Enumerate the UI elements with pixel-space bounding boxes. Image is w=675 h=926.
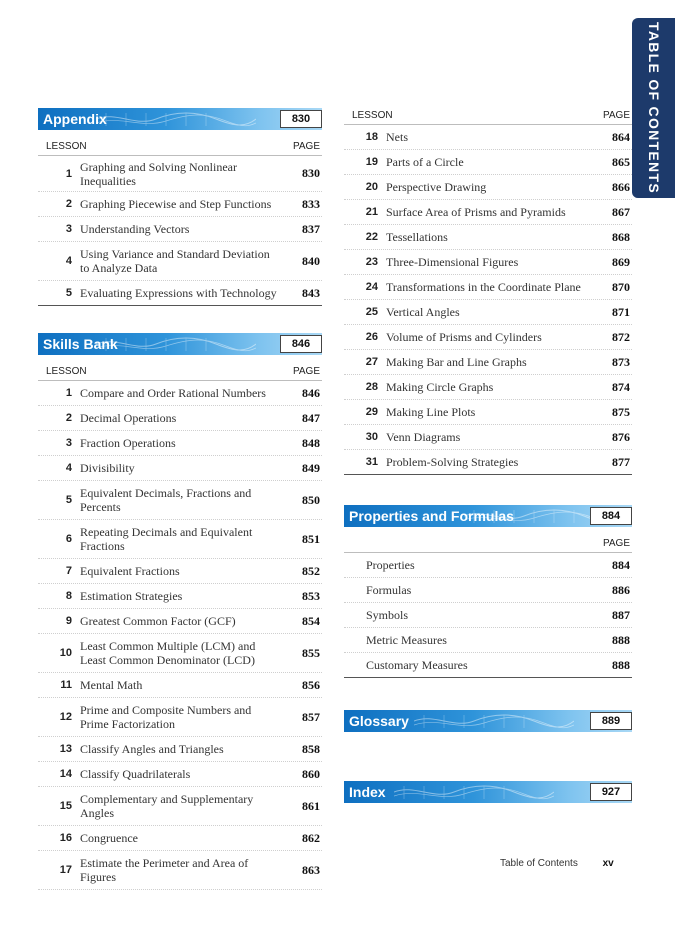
- page-number: 873: [612, 354, 630, 369]
- section-title: Properties: [366, 558, 415, 572]
- lesson-number: 7: [65, 565, 72, 577]
- footer-label: Table of Contents: [500, 858, 578, 869]
- left-column: [38, 108, 322, 890]
- side-tab-label: TABLE OF CONTENTS: [646, 22, 662, 194]
- side-tab: [632, 18, 675, 198]
- page-number: 857: [302, 709, 320, 724]
- lesson-number: 15: [59, 800, 72, 812]
- index-page-badge: 927: [590, 783, 632, 801]
- lesson-title: Greatest Common Factor (GCF): [80, 614, 236, 628]
- column-header-page: PAGE: [602, 538, 630, 549]
- page-number: 871: [612, 304, 630, 319]
- page-number: 884: [612, 557, 630, 572]
- section-title: Symbols: [366, 608, 409, 622]
- list-item[interactable]: [344, 628, 632, 653]
- page-number: 867: [612, 204, 630, 219]
- lesson-number: 24: [365, 281, 378, 293]
- index-title: Index: [349, 784, 386, 800]
- page-number: 855: [302, 645, 320, 660]
- page-number: 877: [612, 454, 630, 469]
- properties-list: [344, 553, 632, 678]
- page-number: 854: [302, 613, 320, 628]
- page-number: 849: [302, 460, 320, 475]
- list-item[interactable]: [38, 481, 322, 520]
- lesson-title: Equivalent Fractions: [80, 564, 180, 578]
- list-item[interactable]: [344, 225, 632, 250]
- column-header-page: PAGE: [292, 141, 320, 152]
- lesson-number: 16: [59, 832, 72, 844]
- page-number: 862: [302, 830, 320, 845]
- lesson-title: Estimation Strategies: [80, 589, 183, 603]
- lesson-number: 17: [59, 864, 72, 876]
- page-number: 850: [302, 492, 320, 507]
- lesson-title: Transformations in the Coordinate Plane: [386, 280, 581, 294]
- lesson-number: 5: [65, 287, 72, 299]
- lesson-number: 5: [65, 494, 72, 506]
- page-number: 860: [302, 766, 320, 781]
- lesson-number: 26: [365, 331, 378, 343]
- right-column: [344, 108, 632, 803]
- lesson-title: Compare and Order Rational Numbers: [80, 386, 266, 400]
- lesson-title: Perspective Drawing: [386, 180, 487, 194]
- lesson-title: Graphing and Solving Nonlinear Inequalities: [80, 159, 237, 188]
- lesson-title: Least Common Multiple (LCM) and Least Common Denominator (LCD): [80, 639, 256, 667]
- banner-texture-icon: [394, 784, 554, 801]
- lesson-title: Using Variance and Standard Deviation to Analyze Data: [80, 247, 270, 275]
- page-number: 863: [302, 862, 320, 877]
- appendix-table-header: [38, 139, 322, 156]
- page-number: 861: [302, 798, 320, 813]
- properties-page-badge: 884: [590, 507, 632, 525]
- section-title: Customary Measures: [366, 658, 468, 672]
- list-item[interactable]: [344, 275, 632, 300]
- page-number: 840: [302, 253, 320, 268]
- list-item[interactable]: [38, 281, 322, 306]
- list-item[interactable]: [344, 653, 632, 678]
- page-number: 852: [302, 563, 320, 578]
- list-item[interactable]: [344, 375, 632, 400]
- footer-page-number: xv: [602, 858, 614, 869]
- list-item[interactable]: [344, 603, 632, 628]
- list-item[interactable]: [38, 787, 322, 826]
- properties-title: Properties and Formulas: [349, 508, 514, 524]
- appendix-title: Appendix: [43, 111, 107, 127]
- list-item[interactable]: [38, 381, 322, 406]
- page-number: 858: [302, 741, 320, 756]
- list-item[interactable]: [38, 520, 322, 559]
- page-number: 872: [612, 329, 630, 344]
- list-item[interactable]: [344, 400, 632, 425]
- lesson-title: Divisibility: [80, 461, 135, 475]
- page-number: 848: [302, 435, 320, 450]
- page-number: 853: [302, 588, 320, 603]
- skills-bank-list: [38, 381, 322, 890]
- page-number: 847: [302, 410, 320, 425]
- properties-table-header: [344, 536, 632, 553]
- lesson-number: 23: [365, 256, 378, 268]
- lesson-title: Making Bar and Line Graphs: [386, 355, 527, 369]
- lesson-title: Parts of a Circle: [386, 155, 464, 169]
- banner-texture-icon: [96, 111, 256, 128]
- list-item[interactable]: [38, 242, 322, 281]
- list-item[interactable]: [38, 431, 322, 456]
- lesson-title: Venn Diagrams: [386, 430, 461, 444]
- lesson-title: Estimate the Perimeter and Area of Figures: [80, 856, 249, 884]
- lesson-title: Understanding Vectors: [80, 222, 190, 236]
- list-item[interactable]: [38, 737, 322, 762]
- lesson-number: 18: [365, 131, 378, 143]
- skills-bank-continued-header: [344, 108, 632, 125]
- page-number: 868: [612, 229, 630, 244]
- lesson-title: Making Circle Graphs: [386, 380, 494, 394]
- list-item[interactable]: [344, 175, 632, 200]
- list-item[interactable]: [38, 826, 322, 851]
- page-number: 851: [302, 531, 320, 546]
- skills-bank-table-header: [38, 364, 322, 381]
- list-item[interactable]: [38, 634, 322, 673]
- properties-banner[interactable]: [344, 505, 632, 527]
- lesson-title: Equivalent Decimals, Fractions and Percents: [80, 486, 252, 514]
- list-item[interactable]: [344, 200, 632, 225]
- lesson-title: Evaluating Expressions with Technology: [80, 286, 277, 300]
- column-header-lesson: LESSON: [46, 141, 87, 152]
- list-item[interactable]: [38, 559, 322, 584]
- lesson-number: 2: [65, 412, 72, 424]
- appendix-banner[interactable]: [38, 108, 322, 130]
- lesson-number: 25: [365, 306, 378, 318]
- lesson-title: Mental Math: [80, 678, 143, 692]
- lesson-number: 1: [65, 387, 72, 399]
- page-number: 843: [302, 285, 320, 300]
- list-item[interactable]: [38, 156, 322, 192]
- list-item[interactable]: [38, 762, 322, 787]
- skills-bank-page-badge: 846: [280, 335, 322, 353]
- list-item[interactable]: [38, 192, 322, 217]
- skills-bank-banner[interactable]: [38, 333, 322, 355]
- lesson-number: 20: [365, 181, 378, 193]
- banner-texture-icon: [414, 713, 574, 730]
- lesson-number: 22: [365, 231, 378, 243]
- lesson-number: 11: [60, 679, 72, 691]
- lesson-title: Classify Quadrilaterals: [80, 767, 191, 781]
- lesson-number: 21: [365, 206, 378, 218]
- lesson-title: Decimal Operations: [80, 411, 177, 425]
- glossary-title: Glossary: [349, 713, 409, 729]
- lesson-title: Congruence: [80, 831, 138, 845]
- lesson-title: Surface Area of Prisms and Pyramids: [386, 205, 566, 219]
- lesson-title: Classify Angles and Triangles: [80, 742, 224, 756]
- page-number: 866: [612, 179, 630, 194]
- lesson-title: Prime and Composite Numbers and Prime Factorization: [80, 703, 252, 731]
- column-header-page: PAGE: [292, 366, 320, 377]
- lesson-title: Nets: [386, 130, 408, 144]
- lesson-number: 30: [365, 431, 378, 443]
- page-number: 856: [302, 677, 320, 692]
- lesson-title: Volume of Prisms and Cylinders: [386, 330, 542, 344]
- list-item[interactable]: [344, 450, 632, 475]
- page-number: 887: [612, 607, 630, 622]
- lesson-number: 3: [65, 437, 72, 449]
- lesson-title: Repeating Decimals and Equivalent Fractions: [80, 525, 253, 553]
- page-number: 864: [612, 129, 630, 144]
- section-title: Metric Measures: [366, 633, 447, 647]
- skills-bank-title: Skills Bank: [43, 336, 118, 352]
- lesson-number: 31: [365, 456, 378, 468]
- list-item[interactable]: [344, 150, 632, 175]
- lesson-title: Problem-Solving Strategies: [386, 455, 519, 469]
- lesson-number: 13: [59, 743, 72, 755]
- lesson-title: Complementary and Supplementary Angles: [80, 792, 254, 820]
- list-item[interactable]: [38, 406, 322, 431]
- lesson-number: 4: [65, 462, 72, 474]
- glossary-banner[interactable]: [344, 710, 632, 732]
- appendix-list: [38, 156, 322, 306]
- column-header-lesson: LESSON: [352, 110, 393, 121]
- lesson-number: 2: [65, 198, 72, 210]
- page-number: 830: [302, 166, 320, 180]
- lesson-number: 10: [59, 647, 72, 659]
- lesson-title: Graphing Piecewise and Step Functions: [80, 197, 272, 211]
- list-item[interactable]: [38, 584, 322, 609]
- list-item[interactable]: [344, 250, 632, 275]
- lesson-title: Three-Dimensional Figures: [386, 255, 519, 269]
- glossary-page-badge: 889: [590, 712, 632, 730]
- list-item[interactable]: [344, 578, 632, 603]
- page-number: 846: [302, 385, 320, 400]
- list-item[interactable]: [38, 217, 322, 242]
- page-number: 874: [612, 379, 630, 394]
- lesson-title: Vertical Angles: [386, 305, 460, 319]
- column-header-page: PAGE: [602, 110, 630, 121]
- page-footer: [500, 858, 614, 869]
- lesson-title: Making Line Plots: [386, 405, 476, 419]
- list-item[interactable]: [344, 300, 632, 325]
- page-number: 886: [612, 582, 630, 597]
- list-item[interactable]: [38, 673, 322, 698]
- page-number: 875: [612, 404, 630, 419]
- lesson-number: 28: [365, 381, 378, 393]
- index-banner[interactable]: [344, 781, 632, 803]
- lesson-number: 29: [365, 406, 378, 418]
- page-number: 876: [612, 429, 630, 444]
- page-number: 837: [302, 221, 320, 236]
- list-item[interactable]: [344, 350, 632, 375]
- page-number: 869: [612, 254, 630, 269]
- lesson-number: 1: [65, 167, 72, 180]
- lesson-number: 12: [59, 711, 72, 723]
- lesson-number: 27: [365, 356, 378, 368]
- lesson-number: 19: [365, 156, 378, 168]
- appendix-page-badge: 830: [280, 110, 322, 128]
- list-item[interactable]: [344, 325, 632, 350]
- page-number: 888: [612, 657, 630, 672]
- list-item[interactable]: [38, 609, 322, 634]
- skills-bank-continued-list: [344, 125, 632, 475]
- lesson-number: 6: [65, 533, 72, 545]
- list-item[interactable]: [38, 456, 322, 481]
- page-number: 888: [612, 632, 630, 647]
- lesson-number: 4: [65, 255, 72, 267]
- section-title: Formulas: [366, 583, 412, 597]
- page-number: 833: [302, 196, 320, 211]
- list-item[interactable]: [38, 851, 322, 890]
- column-header-lesson: LESSON: [46, 366, 87, 377]
- list-item[interactable]: [344, 553, 632, 578]
- banner-texture-icon: [96, 336, 256, 353]
- list-item[interactable]: [38, 698, 322, 737]
- list-item[interactable]: [344, 125, 632, 150]
- page-number: 865: [612, 154, 630, 169]
- list-item[interactable]: [344, 425, 632, 450]
- page-number: 870: [612, 279, 630, 294]
- lesson-title: Fraction Operations: [80, 436, 176, 450]
- lesson-title: Tessellations: [386, 230, 448, 244]
- lesson-number: 14: [59, 768, 72, 780]
- lesson-number: 9: [65, 615, 72, 627]
- lesson-number: 3: [65, 223, 72, 235]
- lesson-number: 8: [65, 590, 72, 602]
